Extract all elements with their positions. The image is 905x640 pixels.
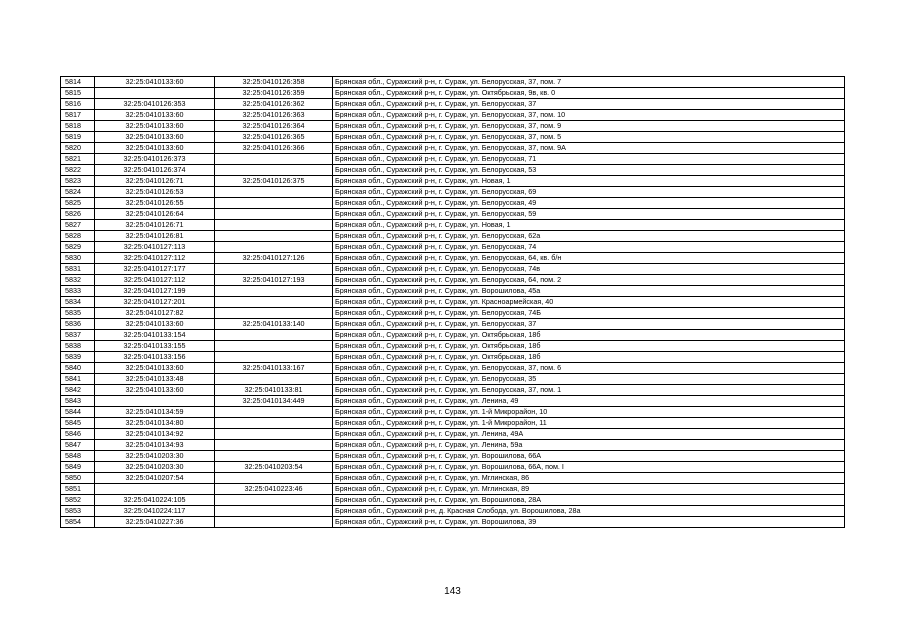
cadastral-number-cell xyxy=(215,187,333,198)
address-cell: Брянская обл., Суражский р-н, г. Сураж, ул. Белорусская, 64, пом. 2 xyxy=(333,275,845,286)
parent-cadastral-number-cell xyxy=(95,88,215,99)
address-cell: Брянская обл., Суражский р-н, г. Сураж, ул. Белорусская, 74Б xyxy=(333,308,845,319)
row-number-cell: 5837 xyxy=(61,330,95,341)
row-number-cell: 5829 xyxy=(61,242,95,253)
parent-cadastral-number-cell: 32:25:0410133:60 xyxy=(95,319,215,330)
table-row xyxy=(61,209,845,220)
cadastral-number-cell xyxy=(215,165,333,176)
cadastral-number-cell: 32:25:0410126:375 xyxy=(215,176,333,187)
cadastral-number-cell xyxy=(215,154,333,165)
parent-cadastral-number-cell: 32:25:0410126:55 xyxy=(95,198,215,209)
cadastral-number-cell xyxy=(215,220,333,231)
address-cell: Брянская обл., Суражский р-н, г. Сураж, ул. Ленина, 59а xyxy=(333,440,845,451)
address-cell: Брянская обл., Суражский р-н, г. Сураж, ул. Белорусская, 37, пом. 9 xyxy=(333,121,845,132)
address-cell: Брянская обл., Суражский р-н, г. Сураж, ул. 1-й Микрорайон, 10 xyxy=(333,407,845,418)
parent-cadastral-number-cell: 32:25:0410133:60 xyxy=(95,77,215,88)
address-cell: Брянская обл., Суражский р-н, г. Сураж, ул. Белорусская, 74в xyxy=(333,264,845,275)
cadastral-number-cell: 32:25:0410203:54 xyxy=(215,462,333,473)
cadastral-number-cell xyxy=(215,341,333,352)
table-row xyxy=(61,506,845,517)
parent-cadastral-number-cell: 32:25:0410127:113 xyxy=(95,242,215,253)
address-cell: Брянская обл., Суражский р-н, г. Сураж, ул. Октябрьская, 18б xyxy=(333,341,845,352)
parent-cadastral-number-cell: 32:25:0410133:60 xyxy=(95,385,215,396)
parent-cadastral-number-cell: 32:25:0410133:155 xyxy=(95,341,215,352)
cadastral-number-cell: 32:25:0410133:81 xyxy=(215,385,333,396)
address-cell: Брянская обл., Суражский р-н, г. Сураж, ул. Новая, 1 xyxy=(333,220,845,231)
cadastral-number-cell xyxy=(215,264,333,275)
address-cell: Брянская обл., Суражский р-н, г. Сураж, ул. Белорусская, 62а xyxy=(333,231,845,242)
cadastral-number-cell xyxy=(215,231,333,242)
parent-cadastral-number-cell: 32:25:0410134:80 xyxy=(95,418,215,429)
table-row xyxy=(61,330,845,341)
cadastral-number-cell: 32:25:0410126:358 xyxy=(215,77,333,88)
address-cell: Брянская обл., Суражский р-н, г. Сураж, ул. Белорусская, 37, пом. 9А xyxy=(333,143,845,154)
row-number-cell: 5835 xyxy=(61,308,95,319)
parent-cadastral-number-cell: 32:25:0410126:373 xyxy=(95,154,215,165)
cadastral-number-cell xyxy=(215,495,333,506)
row-number-cell: 5830 xyxy=(61,253,95,264)
table-row xyxy=(61,462,845,473)
parent-cadastral-number-cell: 32:25:0410126:53 xyxy=(95,187,215,198)
address-cell: Брянская обл., Суражский р-н, г. Сураж, ул. Белорусская, 53 xyxy=(333,165,845,176)
table-row xyxy=(61,418,845,429)
address-cell: Брянская обл., Суражский р-н, г. Сураж, ул. Ворошилова, 66А xyxy=(333,451,845,462)
table-row xyxy=(61,517,845,528)
table-row xyxy=(61,495,845,506)
row-number-cell: 5848 xyxy=(61,451,95,462)
cadastral-number-cell xyxy=(215,242,333,253)
address-cell: Брянская обл., Суражский р-н, г. Сураж, ул. Ворошилова, 45а xyxy=(333,286,845,297)
row-number-cell: 5844 xyxy=(61,407,95,418)
table-row xyxy=(61,143,845,154)
cadastral-number-cell xyxy=(215,473,333,484)
cadastral-table-grid xyxy=(60,76,845,528)
address-cell: Брянская обл., Суражский р-н, г. Сураж, ул. Белорусская, 64, кв. б/н xyxy=(333,253,845,264)
parent-cadastral-number-cell: 32:25:0410127:112 xyxy=(95,253,215,264)
cadastral-number-cell: 32:25:0410134:449 xyxy=(215,396,333,407)
table-row xyxy=(61,77,845,88)
row-number-cell: 5854 xyxy=(61,517,95,528)
address-cell: Брянская обл., Суражский р-н, г. Сураж, ул. Октябрьская, 18б xyxy=(333,352,845,363)
table-row xyxy=(61,286,845,297)
cadastral-number-cell: 32:25:0410126:365 xyxy=(215,132,333,143)
parent-cadastral-number-cell: 32:25:0410134:93 xyxy=(95,440,215,451)
table-row xyxy=(61,352,845,363)
row-number-cell: 5849 xyxy=(61,462,95,473)
row-number-cell: 5822 xyxy=(61,165,95,176)
address-cell: Брянская обл., Суражский р-н, г. Сураж, ул. Ворошилова, 66А, пом. I xyxy=(333,462,845,473)
address-cell: Брянская обл., Суражский р-н, г. Сураж, ул. Белорусская, 37, пом. 10 xyxy=(333,110,845,121)
address-cell: Брянская обл., Суражский р-н, г. Сураж, ул. Ленина, 49 xyxy=(333,396,845,407)
address-cell: Брянская обл., Суражский р-н, г. Сураж, ул. Белорусская, 69 xyxy=(333,187,845,198)
table-row xyxy=(61,275,845,286)
parent-cadastral-number-cell: 32:25:0410126:71 xyxy=(95,176,215,187)
table-row xyxy=(61,396,845,407)
cadastral-number-cell xyxy=(215,286,333,297)
address-cell: Брянская обл., Суражский р-н, г. Сураж, ул. 1-й Микрорайон, 11 xyxy=(333,418,845,429)
row-number-cell: 5833 xyxy=(61,286,95,297)
address-cell: Брянская обл., Суражский р-н, д. Красная Слобода, ул. Ворошилова, 28а xyxy=(333,506,845,517)
row-number-cell: 5821 xyxy=(61,154,95,165)
table-row xyxy=(61,176,845,187)
address-cell: Брянская обл., Суражский р-н, г. Сураж, ул. Белорусская, 35 xyxy=(333,374,845,385)
row-number-cell: 5838 xyxy=(61,341,95,352)
parent-cadastral-number-cell: 32:25:0410227:36 xyxy=(95,517,215,528)
row-number-cell: 5825 xyxy=(61,198,95,209)
cadastral-number-cell: 32:25:0410126:366 xyxy=(215,143,333,154)
row-number-cell: 5836 xyxy=(61,319,95,330)
row-number-cell: 5824 xyxy=(61,187,95,198)
table-row xyxy=(61,308,845,319)
address-cell: Брянская обл., Суражский р-н, г. Сураж, ул. Белорусская, 37, пом. 1 xyxy=(333,385,845,396)
parent-cadastral-number-cell: 32:25:0410126:71 xyxy=(95,220,215,231)
table-row xyxy=(61,407,845,418)
table-row xyxy=(61,121,845,132)
row-number-cell: 5841 xyxy=(61,374,95,385)
table-row xyxy=(61,341,845,352)
row-number-cell: 5828 xyxy=(61,231,95,242)
parent-cadastral-number-cell: 32:25:0410126:64 xyxy=(95,209,215,220)
cadastral-number-cell xyxy=(215,429,333,440)
parent-cadastral-number-cell: 32:25:0410126:374 xyxy=(95,165,215,176)
table-body xyxy=(61,77,845,528)
parent-cadastral-number-cell: 32:25:0410134:92 xyxy=(95,429,215,440)
cadastral-number-cell xyxy=(215,418,333,429)
parent-cadastral-number-cell: 32:25:0410133:60 xyxy=(95,110,215,121)
table-row xyxy=(61,132,845,143)
table-row xyxy=(61,154,845,165)
cadastral-table xyxy=(60,76,844,528)
address-cell: Брянская обл., Суражский р-н, г. Сураж, ул. Белорусская, 37, пом. 7 xyxy=(333,77,845,88)
address-cell: Брянская обл., Суражский р-н, г. Сураж, ул. Белорусская, 59 xyxy=(333,209,845,220)
table-row xyxy=(61,88,845,99)
parent-cadastral-number-cell: 32:25:0410133:154 xyxy=(95,330,215,341)
cadastral-number-cell xyxy=(215,451,333,462)
table-row xyxy=(61,198,845,209)
address-cell: Брянская обл., Суражский р-н, г. Сураж, ул. Октябрьская, 18б xyxy=(333,330,845,341)
row-number-cell: 5818 xyxy=(61,121,95,132)
address-cell: Брянская обл., Суражский р-н, г. Сураж, ул. Белорусская, 74 xyxy=(333,242,845,253)
row-number-cell: 5846 xyxy=(61,429,95,440)
row-number-cell: 5817 xyxy=(61,110,95,121)
address-cell: Брянская обл., Суражский р-н, г. Сураж, ул. Ленина, 49А xyxy=(333,429,845,440)
parent-cadastral-number-cell xyxy=(95,484,215,495)
table-row xyxy=(61,165,845,176)
table-row xyxy=(61,264,845,275)
parent-cadastral-number-cell: 32:25:0410203:30 xyxy=(95,462,215,473)
address-cell: Брянская обл., Суражский р-н, г. Сураж, ул. Новая, 1 xyxy=(333,176,845,187)
row-number-cell: 5842 xyxy=(61,385,95,396)
address-cell: Брянская обл., Суражский р-н, г. Сураж, ул. Мглинская, 89 xyxy=(333,484,845,495)
row-number-cell: 5852 xyxy=(61,495,95,506)
address-cell: Брянская обл., Суражский р-н, г. Сураж, ул. Белорусская, 71 xyxy=(333,154,845,165)
cadastral-number-cell: 32:25:0410133:167 xyxy=(215,363,333,374)
row-number-cell: 5827 xyxy=(61,220,95,231)
table-row xyxy=(61,451,845,462)
row-number-cell: 5853 xyxy=(61,506,95,517)
cadastral-number-cell: 32:25:0410126:363 xyxy=(215,110,333,121)
table-row xyxy=(61,242,845,253)
address-cell: Брянская обл., Суражский р-н, г. Сураж, ул. Белорусская, 37 xyxy=(333,319,845,330)
address-cell: Брянская обл., Суражский р-н, г. Сураж, ул. Ворошилова, 28А xyxy=(333,495,845,506)
row-number-cell: 5823 xyxy=(61,176,95,187)
address-cell: Брянская обл., Суражский р-н, г. Сураж, ул. Красноармейская, 40 xyxy=(333,297,845,308)
parent-cadastral-number-cell: 32:25:0410134:59 xyxy=(95,407,215,418)
address-cell: Брянская обл., Суражский р-н, г. Сураж, ул. Октябрьская, 9в, кв. 0 xyxy=(333,88,845,99)
row-number-cell: 5843 xyxy=(61,396,95,407)
parent-cadastral-number-cell: 32:25:0410127:82 xyxy=(95,308,215,319)
cadastral-number-cell xyxy=(215,352,333,363)
row-number-cell: 5850 xyxy=(61,473,95,484)
parent-cadastral-number-cell: 32:25:0410224:105 xyxy=(95,495,215,506)
table-row xyxy=(61,297,845,308)
row-number-cell: 5840 xyxy=(61,363,95,374)
cadastral-number-cell xyxy=(215,330,333,341)
parent-cadastral-number-cell: 32:25:0410127:199 xyxy=(95,286,215,297)
row-number-cell: 5815 xyxy=(61,88,95,99)
row-number-cell: 5845 xyxy=(61,418,95,429)
table-row xyxy=(61,385,845,396)
cadastral-number-cell: 32:25:0410133:140 xyxy=(215,319,333,330)
table-row xyxy=(61,440,845,451)
cadastral-number-cell xyxy=(215,198,333,209)
address-cell: Брянская обл., Суражский р-н, г. Сураж, ул. Белорусская, 37, пом. 5 xyxy=(333,132,845,143)
table-row xyxy=(61,220,845,231)
address-cell: Брянская обл., Суражский р-н, г. Сураж, ул. Белорусская, 49 xyxy=(333,198,845,209)
table-row xyxy=(61,374,845,385)
cadastral-number-cell: 32:25:0410126:359 xyxy=(215,88,333,99)
table-row xyxy=(61,231,845,242)
row-number-cell: 5832 xyxy=(61,275,95,286)
table-row xyxy=(61,429,845,440)
row-number-cell: 5820 xyxy=(61,143,95,154)
cadastral-number-cell xyxy=(215,374,333,385)
table-row xyxy=(61,319,845,330)
address-cell: Брянская обл., Суражский р-н, г. Сураж, ул. Белорусская, 37, пом. 6 xyxy=(333,363,845,374)
row-number-cell: 5819 xyxy=(61,132,95,143)
parent-cadastral-number-cell: 32:25:0410224:117 xyxy=(95,506,215,517)
parent-cadastral-number-cell: 32:25:0410127:201 xyxy=(95,297,215,308)
parent-cadastral-number-cell: 32:25:0410126:81 xyxy=(95,231,215,242)
parent-cadastral-number-cell: 32:25:0410133:156 xyxy=(95,352,215,363)
cadastral-number-cell xyxy=(215,297,333,308)
cadastral-number-cell: 32:25:0410126:362 xyxy=(215,99,333,110)
page-number: 143 xyxy=(444,586,461,597)
address-cell: Брянская обл., Суражский р-н, г. Сураж, ул. Белорусская, 37 xyxy=(333,99,845,110)
parent-cadastral-number-cell: 32:25:0410126:353 xyxy=(95,99,215,110)
row-number-cell: 5814 xyxy=(61,77,95,88)
parent-cadastral-number-cell: 32:25:0410133:60 xyxy=(95,363,215,374)
parent-cadastral-number-cell xyxy=(95,396,215,407)
row-number-cell: 5847 xyxy=(61,440,95,451)
cadastral-number-cell xyxy=(215,308,333,319)
table-row xyxy=(61,363,845,374)
parent-cadastral-number-cell: 32:25:0410207:54 xyxy=(95,473,215,484)
cadastral-number-cell: 32:25:0410127:126 xyxy=(215,253,333,264)
parent-cadastral-number-cell: 32:25:0410133:60 xyxy=(95,143,215,154)
cadastral-number-cell: 32:25:0410127:193 xyxy=(215,275,333,286)
table-row xyxy=(61,110,845,121)
cadastral-number-cell xyxy=(215,209,333,220)
cadastral-number-cell xyxy=(215,506,333,517)
row-number-cell: 5816 xyxy=(61,99,95,110)
parent-cadastral-number-cell: 32:25:0410203:30 xyxy=(95,451,215,462)
cadastral-number-cell xyxy=(215,440,333,451)
row-number-cell: 5834 xyxy=(61,297,95,308)
row-number-cell: 5851 xyxy=(61,484,95,495)
row-number-cell: 5831 xyxy=(61,264,95,275)
table-row xyxy=(61,187,845,198)
cadastral-number-cell xyxy=(215,517,333,528)
row-number-cell: 5826 xyxy=(61,209,95,220)
table-row xyxy=(61,99,845,110)
parent-cadastral-number-cell: 32:25:0410127:177 xyxy=(95,264,215,275)
address-cell: Брянская обл., Суражский р-н, г. Сураж, ул. Мглинская, 86 xyxy=(333,473,845,484)
table-row xyxy=(61,253,845,264)
row-number-cell: 5839 xyxy=(61,352,95,363)
cadastral-number-cell: 32:25:0410126:364 xyxy=(215,121,333,132)
address-cell: Брянская обл., Суражский р-н, г. Сураж, ул. Ворошилова, 39 xyxy=(333,517,845,528)
cadastral-number-cell xyxy=(215,407,333,418)
table-row xyxy=(61,484,845,495)
parent-cadastral-number-cell: 32:25:0410127:112 xyxy=(95,275,215,286)
cadastral-number-cell: 32:25:0410223:46 xyxy=(215,484,333,495)
parent-cadastral-number-cell: 32:25:0410133:60 xyxy=(95,132,215,143)
parent-cadastral-number-cell: 32:25:0410133:48 xyxy=(95,374,215,385)
table-row xyxy=(61,473,845,484)
parent-cadastral-number-cell: 32:25:0410133:60 xyxy=(95,121,215,132)
